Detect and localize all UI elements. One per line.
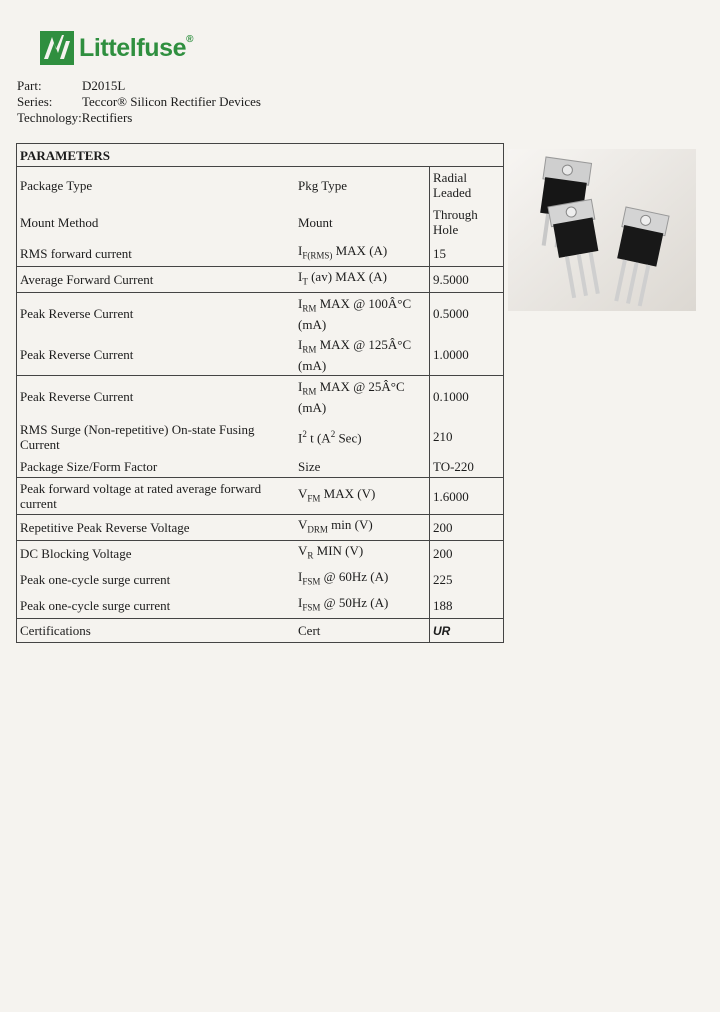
table-row xyxy=(17,376,504,418)
parameters-table xyxy=(16,143,504,643)
param-value: Through Hole xyxy=(430,204,504,241)
param-name: Package Type xyxy=(20,177,93,193)
param-name: Peak one-cycle surge current xyxy=(20,572,171,587)
table-row xyxy=(17,335,504,376)
param-value: 9.5000 xyxy=(430,267,504,293)
param-symbol: $V_{DRM}$ min (V) xyxy=(295,515,430,541)
param-symbol: Size xyxy=(295,456,430,478)
table-row xyxy=(17,267,504,293)
param-value: 188 xyxy=(430,593,504,619)
param-name: Certifications xyxy=(20,623,91,638)
part-meta xyxy=(17,78,261,126)
param-name: Peak Reverse Current xyxy=(17,335,296,376)
meta-label: Technology: xyxy=(17,110,82,125)
param-symbol: $I_{RM}$ MAX @ 25Â°C (mA) xyxy=(298,378,405,415)
param-value: 225 xyxy=(430,567,504,593)
table-row xyxy=(17,478,504,515)
param-name: Repetitive Peak Reverse Voltage xyxy=(17,515,296,541)
table-row xyxy=(17,204,504,241)
meta-label: Part: xyxy=(17,78,42,93)
param-symbol: $I_{RM}$ MAX @ 100Â°C (mA) xyxy=(298,295,412,332)
technology-name: Rectifiers xyxy=(81,110,133,125)
parameters-heading: PARAMETERS xyxy=(17,144,504,167)
table-row xyxy=(17,567,504,593)
param-symbol: $I_T$ (av) MAX (A) xyxy=(295,267,430,293)
param-symbol: $I_{RM}$ MAX @ 125Â°C (mA) xyxy=(295,335,430,376)
table-header-row xyxy=(17,144,504,167)
brand-name: Littelfuse® xyxy=(79,33,194,62)
table-row xyxy=(17,167,504,204)
table-row xyxy=(17,515,504,541)
param-value: TO-220 xyxy=(430,456,504,478)
param-value: 15 xyxy=(430,241,504,267)
series-name: Teccor® Silicon Rectifier Devices xyxy=(82,94,261,109)
table-row xyxy=(17,619,504,643)
param-name: Peak forward voltage at rated average forward current xyxy=(17,478,296,515)
part-number: D2015L xyxy=(82,78,126,93)
table-row xyxy=(17,541,504,567)
param-value: 1.0000 xyxy=(430,335,504,376)
param-symbol: Cert xyxy=(298,623,321,638)
param-symbol: Pkg Type xyxy=(298,177,348,193)
meta-row-part xyxy=(17,78,261,94)
param-name: Peak one-cycle surge current xyxy=(17,593,296,619)
ul-recognized-icon: UR xyxy=(433,623,451,638)
param-symbol: $V_{FM}$ MAX (V) xyxy=(295,478,430,515)
param-name: Peak Reverse Current xyxy=(20,389,134,405)
param-name: Peak Reverse Current xyxy=(20,306,134,322)
param-value: 0.1000 xyxy=(430,376,504,418)
to220-package-photo-icon xyxy=(508,149,696,311)
param-name: Average Forward Current xyxy=(17,267,296,293)
table-row xyxy=(17,293,504,335)
product-photo xyxy=(508,149,696,311)
param-value: 210 xyxy=(430,418,504,456)
param-value: 200 xyxy=(430,541,504,567)
littelfuse-logo-icon xyxy=(40,31,74,65)
param-symbol: $I_{F(RMS)}$ MAX (A) xyxy=(295,241,430,267)
meta-row-series xyxy=(17,94,261,110)
param-value: Radial Leaded xyxy=(430,167,504,204)
param-value: 1.6000 xyxy=(430,478,504,515)
param-value: 200 xyxy=(430,515,504,541)
param-name: Package Size/Form Factor xyxy=(17,456,296,478)
param-symbol: $V_R$ MIN (V) xyxy=(298,543,364,562)
param-symbol: Mount xyxy=(298,214,333,230)
meta-row-technology xyxy=(17,110,261,126)
param-name: RMS forward current xyxy=(17,241,296,267)
table-row xyxy=(17,418,504,456)
param-symbol: $I_{FSM}$ @ 60Hz (A) xyxy=(298,569,389,587)
table-row xyxy=(17,456,504,478)
meta-label: Series: xyxy=(17,94,53,109)
param-symbol: $I^2$ t ($A^2$ Sec) xyxy=(298,429,362,446)
param-name: RMS Surge (Non-repetitive) On-state Fusing Current xyxy=(20,421,255,452)
param-name: DC Blocking Voltage xyxy=(20,546,132,562)
param-symbol: $I_{FSM}$ @ 50Hz (A) xyxy=(295,593,430,619)
param-name: Mount Method xyxy=(20,214,99,230)
param-value: 0.5000 xyxy=(430,293,504,335)
littelfuse-logo xyxy=(40,29,193,67)
table-row xyxy=(17,593,504,619)
table-row xyxy=(17,241,504,267)
param-value xyxy=(430,619,504,643)
